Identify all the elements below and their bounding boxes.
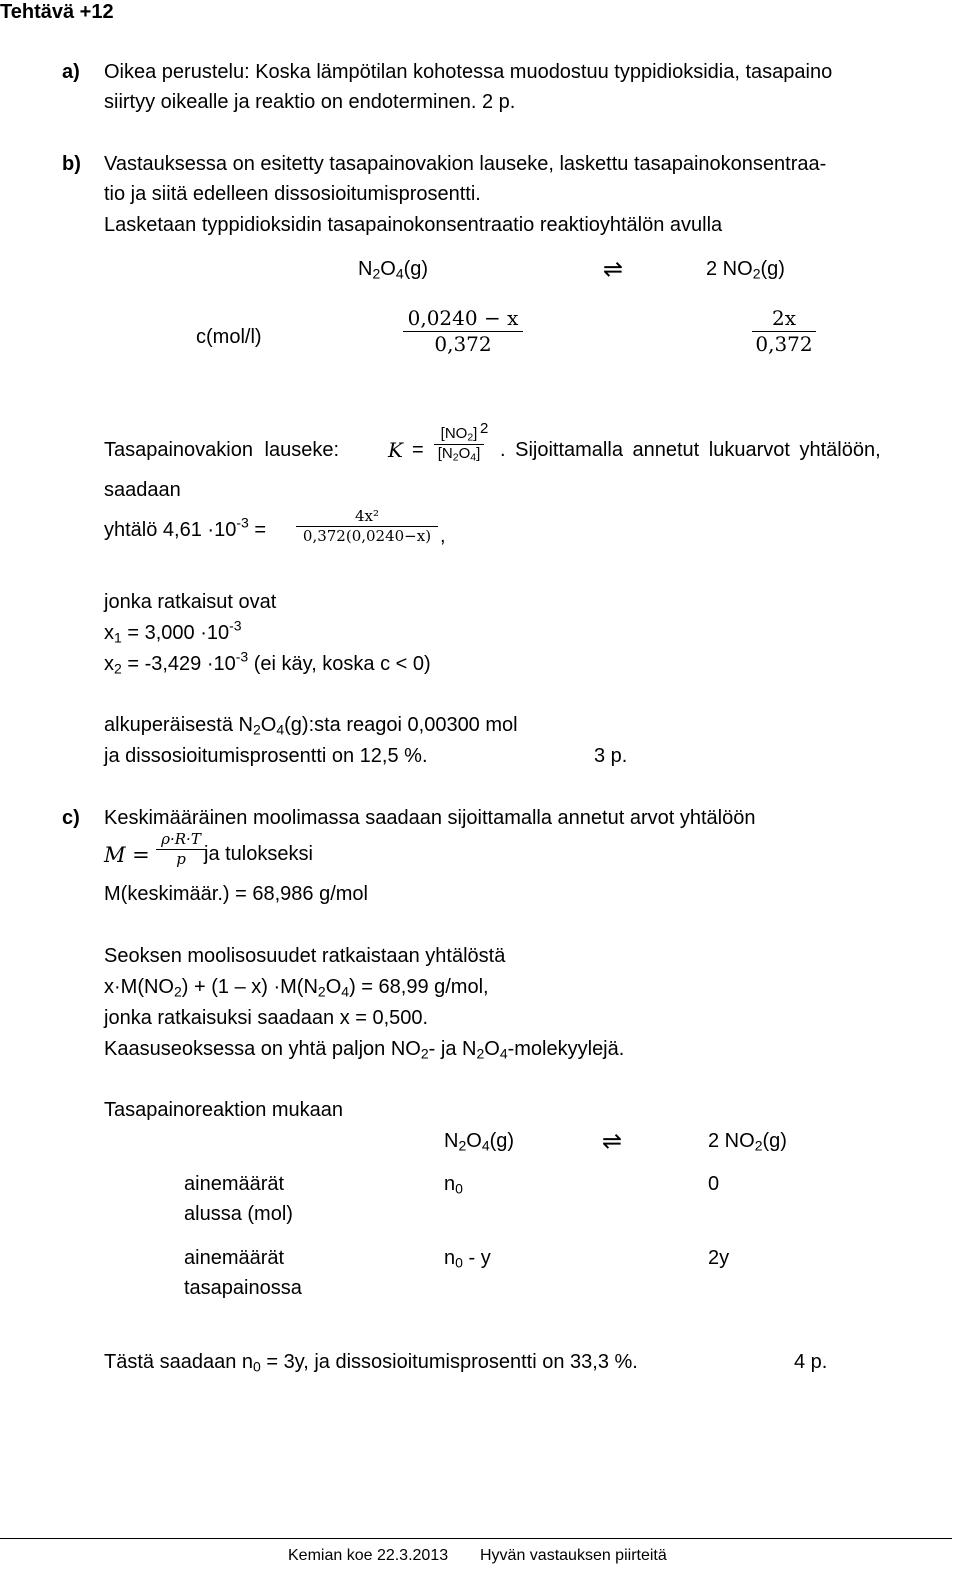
fraction-numerator: 0,0240 − x — [407, 306, 519, 330]
k-exponent: 2 — [480, 420, 489, 437]
fraction-product-conc — [752, 306, 816, 357]
section-a-line1: Oikea perustelu: Koska lämpötilan kohotessa muodostuu typpidioksidia, tasapaino — [104, 61, 833, 83]
solution-x1: $x_1 = 3,000 \cdot 10^{-3}$ — [104, 617, 242, 646]
k-denominator: $[N_2O_4]$ — [437, 444, 481, 464]
row1-reactant: $n_0$ — [444, 1173, 463, 1197]
solution-x2: $x_2 = -3,429 \cdot 10^{-3}$ (ei käy, koska c < 0) — [104, 648, 431, 677]
section-c-line1: Keskimääräinen moolimassa saadaan sijoittamalla annetut arvot yhtälöön — [104, 807, 756, 829]
row2-reactant: $n_0$ - y — [444, 1247, 491, 1271]
final-line: Tästä saadaan $n_0 = 3y$, ja dissosioitumisprosentti on 33,3 %. — [104, 1351, 638, 1375]
table-product: 2 $NO_2(g)$ — [708, 1130, 787, 1154]
yhtalo-line: yhtälö $4,61 \cdot 10^{-3}$ = — [104, 514, 267, 541]
page-title: Tehtävä +12 — [0, 1, 114, 23]
reaction-reactant: $N_2O_4(g)$ — [358, 258, 429, 282]
saadaan-text: saadaan — [104, 479, 181, 501]
fraction-numerator: ρ·R·T — [161, 830, 201, 848]
yhtalo-comma: , — [440, 525, 446, 547]
k-expression-label: Tasapainovakion lauseke: — [104, 439, 340, 461]
fraction-denominator: 0,372(0,0240−x) — [302, 526, 432, 545]
k-numerator: $[NO_2]$ — [440, 425, 478, 444]
k-symbol: K — [388, 438, 403, 462]
k-fraction — [434, 425, 484, 464]
k-equals: = — [412, 439, 424, 461]
section-c-points: 4 p. — [794, 1351, 828, 1373]
k-tail: . Sijoittamalla annetut lukuarvot yhtälöön, — [500, 439, 881, 461]
reaction-product: 2 $NO_2(g)$ — [706, 258, 785, 282]
kaasu-line: Kaasuseoksessa on yhtä paljon $NO_2-$ ja $N_2O_4$-molekyylejä. — [104, 1038, 625, 1062]
m-result: M(keskimäär.) = 68,986 g/mol — [104, 883, 368, 905]
m-formula-tail: ja tulokseksi — [204, 843, 313, 865]
footer-right: Hyvän vastauksen piirteitä — [480, 1547, 667, 1564]
fraction-numerator: 2x — [771, 306, 796, 330]
fraction-denominator: p — [176, 849, 186, 868]
row2-label-line1: ainemäärät — [184, 1247, 285, 1269]
row1-label-line2: alussa (mol) — [184, 1203, 293, 1225]
footer-divider — [0, 1538, 952, 1539]
section-a-label: a) — [62, 61, 80, 83]
ratkaisu-line: jonka ratkaisuksi saadaan x = 0,500. — [104, 1007, 429, 1029]
fraction-numerator: 4x² — [354, 507, 380, 525]
equilibrium-arrow: ⇌ — [603, 256, 624, 283]
m-formula-fraction — [156, 830, 206, 869]
section-b-line2: tio ja siitä edelleen dissosioitumisprosentti. — [104, 183, 481, 205]
equilibrium-arrow: ⇌ — [602, 1128, 623, 1155]
solutions-intro: jonka ratkaisut ovat — [104, 591, 277, 613]
row2-label-line2: tasapainossa — [184, 1277, 302, 1299]
yhtalo-fraction — [296, 507, 438, 546]
dissociation-line: ja dissosioitumisprosentti on 12,5 %. — [104, 745, 428, 767]
section-a-line2: siirtyy oikealle ja reaktio on endoterminen. 2 p. — [104, 91, 516, 113]
row1-label-line1: ainemäärät — [184, 1173, 285, 1195]
concentration-label: c(mol/l) — [196, 326, 262, 348]
original-amount-line: alkuperäisestä $N_2O_4(g):sta$ reagoi 0,00300 mol — [104, 714, 518, 738]
footer-left: Kemian koe 22.3.2013 — [288, 1547, 449, 1564]
m-formula-symbol: M = — [104, 843, 150, 867]
fraction-reactant-conc — [403, 306, 523, 357]
section-c-label: c) — [62, 807, 80, 829]
section-b-line3: Lasketaan typpidioksidin tasapainokonsentraatio reaktioyhtälön avulla — [104, 214, 723, 236]
section-b-points: 3 p. — [594, 745, 628, 767]
row1-product: 0 — [708, 1173, 720, 1195]
table-reactant: $N_2O_4(g)$ — [444, 1130, 515, 1154]
fraction-denominator: 0,372 — [755, 332, 813, 356]
mole-fraction-equation: $x\cdot M(NO_2) + (1 - x) \cdot M(N_2O_4) = 68,99$ g/mol, — [104, 976, 489, 1000]
section-b-label: b) — [62, 153, 81, 175]
row2-product: 2y — [708, 1247, 730, 1269]
seos-line: Seoksen moolisosuudet ratkaistaan yhtälöstä — [104, 945, 506, 967]
reaction-intro: Tasapainoreaktion mukaan — [104, 1099, 344, 1121]
section-b-line1: Vastauksessa on esitetty tasapainovakion lauseke, laskettu tasapainokonsentraa- — [104, 153, 827, 175]
fraction-denominator: 0,372 — [434, 332, 492, 356]
